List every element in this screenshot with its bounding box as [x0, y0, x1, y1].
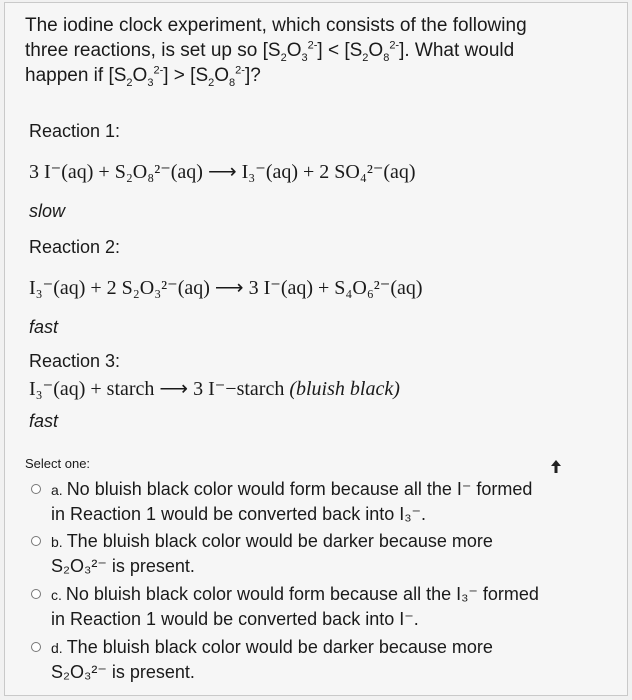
option-d-radio[interactable] — [31, 642, 41, 652]
question-text — [25, 13, 605, 88]
reaction-3-speed: fast — [29, 411, 59, 431]
reaction-1-speed: slow — [29, 201, 66, 221]
reaction-1-equation: 3 I⁻(aq) + S₂O₈²⁻(aq) ⟶ I₃⁻(aq) + 2 SO₄²⁻(aq) — [29, 161, 416, 183]
option-a-text[interactable]: a. No bluish black color would form because all the I⁻ formed in Reaction 1 would be converted back into I₃⁻. — [51, 479, 533, 524]
cursor-icon — [549, 459, 563, 475]
option-a-radio[interactable] — [31, 484, 41, 494]
reaction-1-label: Reaction 1: — [29, 121, 121, 141]
question-line-1: The iodine clock experiment, which consists of the following — [25, 15, 527, 36]
reaction-2-label: Reaction 2: — [29, 237, 121, 257]
option-c-text[interactable]: c. No bluish black color would form because all the I₃⁻ formed in Reaction 1 would be converted back into I⁻. — [51, 584, 539, 629]
option-b-radio[interactable] — [31, 536, 41, 546]
reaction-3-equation: I₃⁻(aq) + starch ⟶ 3 I⁻−starch (bluish black) — [29, 378, 400, 400]
reaction-3-label: Reaction 3: — [29, 351, 121, 371]
option-b-text[interactable]: b. The bluish black color would be darker because more S₂O₃²⁻ is present. — [51, 531, 493, 576]
option-d-text[interactable]: d. The bluish black color would be darker because more S₂O₃²⁻ is present. — [51, 637, 493, 682]
reaction-2-equation: I₃⁻(aq) + 2 S₂O₃²⁻(aq) ⟶ 3 I⁻(aq) + S₄O₆²⁻(aq) — [29, 277, 423, 299]
option-c-radio[interactable] — [31, 589, 41, 599]
question-line-3: happen if $[S_2O_3^{2-}] > [S_2O_8^{2-}]$? — [25, 64, 261, 89]
reaction-2-speed: fast — [29, 317, 59, 337]
select-one-label: Select one: — [25, 456, 91, 471]
question-card — [4, 2, 628, 696]
question-line-2: three reactions, is set up so $[S_2O_3^{2-}] < [S_2O_8^{2-}]$. What would — [25, 39, 515, 64]
